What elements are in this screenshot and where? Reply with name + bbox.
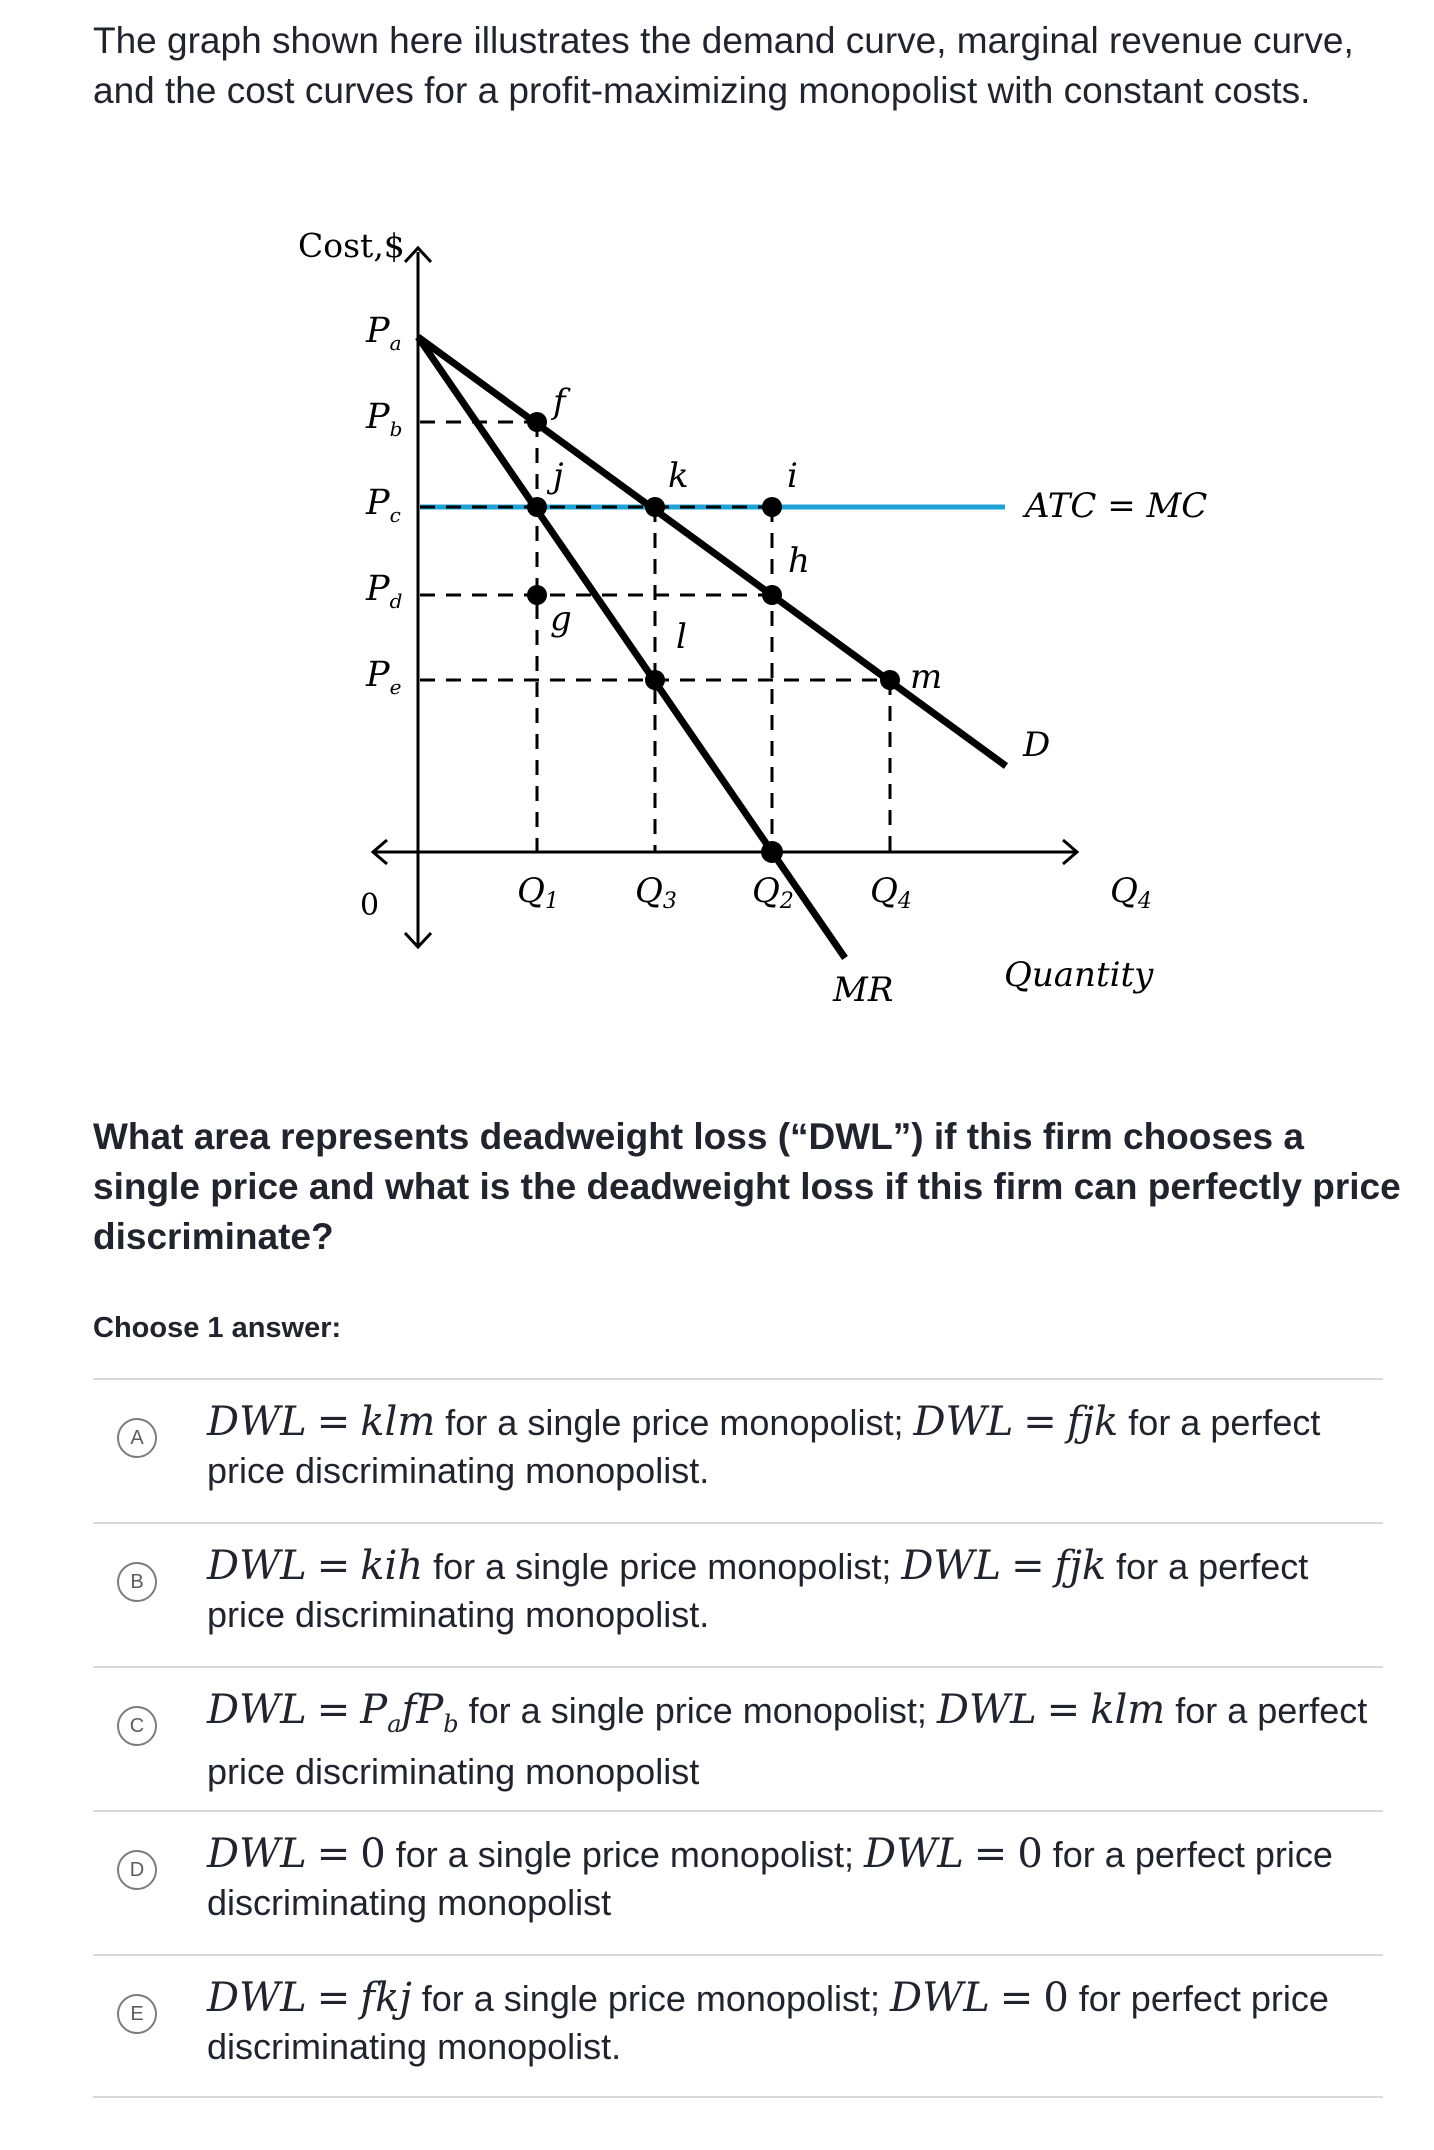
monopoly-graph <box>0 0 1434 1060</box>
price-label-pd: $P_d$ <box>366 569 403 613</box>
y-axis-label: Cost,$ <box>298 226 405 265</box>
question-text: What area represents deadweight loss (“DWL”) if this firm chooses a single price and what is the deadweight loss if this firm can perfectly price discriminate? <box>93 1116 1401 1257</box>
origin-label: 0 <box>360 888 380 923</box>
demand-label: D <box>1023 725 1051 765</box>
price-label-pc: $P_c$ <box>366 483 401 527</box>
point-label-k: k <box>668 456 689 496</box>
dashed-guides <box>420 422 890 852</box>
choice-a-radio[interactable]: A <box>117 1418 157 1458</box>
answer-choice-a[interactable] <box>93 1378 1383 1522</box>
atc-mc-label: ATC = MC <box>1025 486 1208 526</box>
price-label-pe: $P_e$ <box>366 655 402 699</box>
demand-curve <box>418 337 1006 766</box>
choose-label: Choose 1 answer: <box>93 1312 342 1344</box>
price-label-pa: $P_a$ <box>366 311 402 355</box>
choice-d-text: DWL = 0 for a single price monopolist; DWL = 0 for a perfect price discriminating monopolist <box>207 1831 1333 1923</box>
point-label-g: g <box>550 599 572 639</box>
intro-text: The graph shown here illustrates the demand curve, marginal revenue curve, and the cost curves for a profit-maximizing monopolist with constant costs. <box>93 20 1354 111</box>
answer-choice-d[interactable] <box>93 1810 1383 1954</box>
answer-choice-e[interactable] <box>93 1954 1383 2098</box>
points <box>527 412 900 863</box>
mr-label: MR <box>833 970 894 1010</box>
choice-e-radio[interactable]: E <box>117 1994 157 2034</box>
choice-b-text: DWL = kih for a single price monopolist; DWL = fjk for a perfect price discriminating monopolist. <box>207 1543 1309 1635</box>
x-axis-label: Quantity <box>1004 955 1154 995</box>
mr-curve <box>418 337 845 958</box>
choice-b-radio[interactable]: B <box>117 1562 157 1602</box>
point-label-m: m <box>910 657 943 697</box>
quantity-label-q1: Q1 <box>517 871 559 914</box>
answer-choice-b[interactable] <box>93 1522 1383 1666</box>
choice-d-radio[interactable]: D <box>117 1850 157 1890</box>
quantity-label-q2: Q2 <box>752 871 794 914</box>
answer-choice-c[interactable] <box>93 1666 1383 1810</box>
point-label-j: j <box>553 456 564 496</box>
quantity-label-q4-end: Q4 <box>1110 871 1152 914</box>
point-label-i: i <box>787 456 798 496</box>
point-label-f: f <box>553 382 566 422</box>
price-label-pb: $P_b$ <box>366 397 403 441</box>
choice-a-text: DWL = klm for a single price monopolist; DWL = fjk for a perfect price discriminating monopolist. <box>207 1399 1321 1491</box>
quantity-label-q4: Q4 <box>870 871 912 914</box>
point-label-h: h <box>788 541 810 581</box>
point-label-l: l <box>676 617 687 657</box>
choice-c-radio[interactable]: C <box>117 1706 157 1746</box>
quantity-label-q3: Q3 <box>635 871 677 914</box>
choice-e-text: DWL = fkj for a single price monopolist; DWL = 0 for perfect price discriminating monopolist. <box>207 1975 1329 2067</box>
choice-c-text: DWL = $P_afP_b$ for a single price monopolist; DWL = klm for a perfect price discriminating monopolist <box>207 1687 1368 1792</box>
